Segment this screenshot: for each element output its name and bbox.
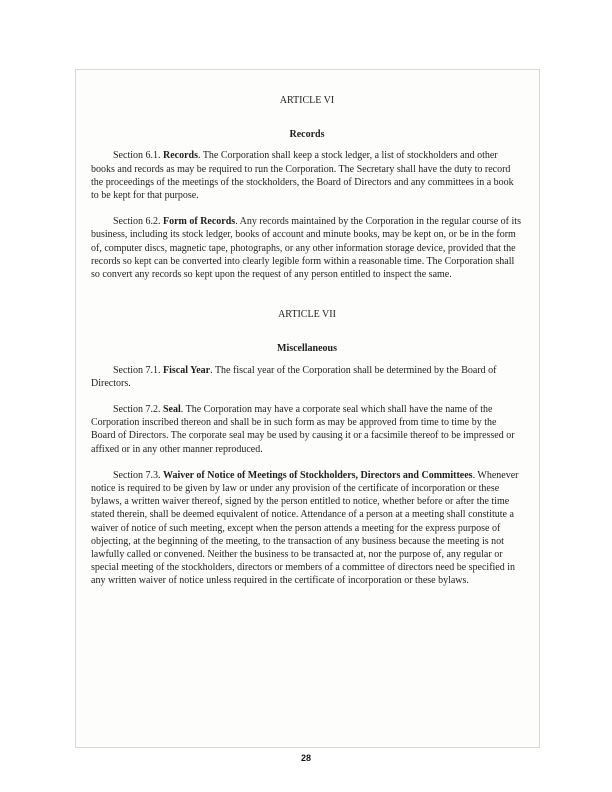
article-vi-heading: ARTICLE VI xyxy=(279,95,335,106)
section-7-3-title: Waiver of Notice of Meetings of Stockholders, Directors and Committees xyxy=(163,469,473,481)
section-7-1-paragraph xyxy=(91,364,523,390)
section-7-2-label: Section 7.2. xyxy=(113,404,163,416)
section-6-2-title: Form of Records xyxy=(163,216,236,228)
section-6-2-body: . Any records maintained by the Corporation in the regular course of its business, including its stock ledger, books of account and minute books, may be kept on, or be in the form of, computer discs, magnetic tape, photographs, or any other information storage device, provided that the records so kept can be converted into clearly legible form within a reasonable time. The Corporation shall so convert any records so kept upon the request of any person entitled to inspect the same. xyxy=(91,216,521,281)
section-6-1-title: Records xyxy=(163,150,198,162)
section-7-3-body: . Whenever notice is required to be given by law or under any provision of the certificate of incorporation or these bylaws, a written waiver thereof, signed by the person entitled to notice, whether before or after the time stated therein, shall be deemed equivalent of notice. Attendance of a person at a meeting shall constitute a waiver of notice of such meeting, except when the person attends a meeting for the express purpose of objecting, at the beginning of the meeting, to the transaction of any business because the meeting is not lawfully called or convened. Neither the business to be transacted at, nor the purpose of, any regular or special meeting of the stockholders, directors or members of a committee of directors need be specified in any written waiver of notice unless required in the certificate of incorporation or these bylaws. xyxy=(91,469,519,587)
section-6-1-body: . The Corporation shall keep a stock ledger, a list of stockholders and other books and records as may be required to run the Corporation. The Secretary shall have the duty to record the proceedings of the meetings of the stockholders, the Board of Directors and any committees in a book to be kept for that purpose. xyxy=(91,150,514,202)
article-vi-sections xyxy=(91,149,523,281)
article-vii xyxy=(91,308,523,587)
article-vi-subheading: Records xyxy=(289,129,325,141)
article-vii-heading: ARTICLE VII xyxy=(278,309,336,321)
section-7-3-paragraph xyxy=(91,469,523,588)
section-7-1-label: Section 7.1. xyxy=(113,364,163,376)
page-number: 28 xyxy=(300,753,311,763)
article-vii-subheading: Miscellaneous xyxy=(277,343,337,355)
section-7-2-title: Seal xyxy=(163,404,181,416)
article-vii-sections xyxy=(91,364,523,588)
section-7-1-title: Fiscal Year xyxy=(163,364,211,376)
article-vi xyxy=(91,94,523,281)
section-6-2-paragraph xyxy=(91,215,523,281)
section-7-1-body: . The fiscal year of the Corporation shall be determined by the Board of Directors. xyxy=(91,364,497,389)
section-6-1-label: Section 6.1. xyxy=(113,150,163,162)
section-7-2-body: . The Corporation may have a corporate seal which shall have the name of the Corporation inscribed thereon and shall be in such form as may be approved from time to time by the Board of Directors. The corporate seal may be used by causing it or a facsimile thereof to be impressed or affixed or in any other manner reproduced. xyxy=(91,404,515,455)
section-7-2-paragraph xyxy=(91,403,523,456)
section-6-2-label: Section 6.2. xyxy=(113,216,163,228)
section-6-1-paragraph xyxy=(91,149,523,202)
document-page xyxy=(75,69,540,748)
document-body xyxy=(91,94,523,588)
section-7-3-label: Section 7.3. xyxy=(113,469,163,481)
